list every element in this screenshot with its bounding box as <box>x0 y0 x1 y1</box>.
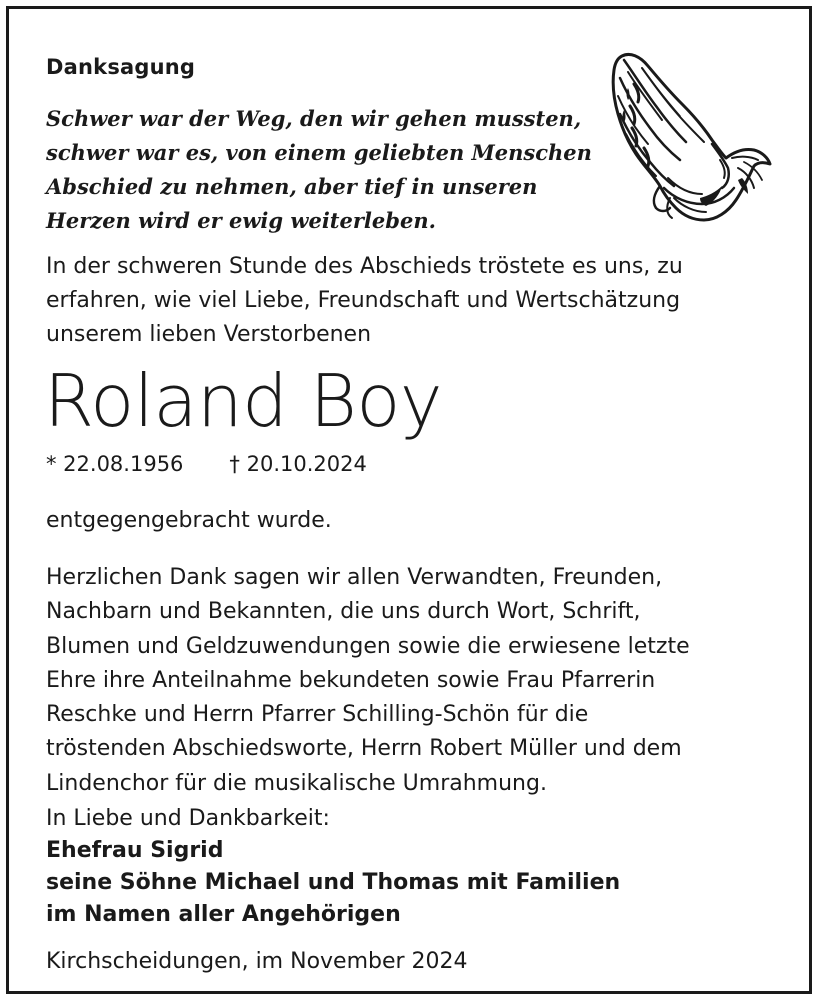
thanks-paragraph <box>46 561 786 801</box>
intro-line: unserem lieben Verstorbenen <box>46 322 372 347</box>
death-date: † 20.10.2024 <box>229 452 367 476</box>
intro-line: In der schweren Stunde des Abschieds tröstete es uns, zu <box>46 254 683 279</box>
notice-heading: Danksagung <box>46 55 196 79</box>
signatory-line: im Namen aller Angehörigen <box>46 902 401 927</box>
verse-line: Abschied zu nehmen, aber tief in unseren <box>46 174 538 199</box>
life-dates <box>46 452 367 476</box>
closing-block <box>46 803 786 931</box>
deceased-name: Roland Boy <box>44 359 442 443</box>
thanks-line: Lindenchor für die musikalische Umrahmung. <box>46 770 547 796</box>
thanks-line: tröstenden Abschiedsworte, Herrn Robert Müller und dem <box>46 736 682 762</box>
verse-line: schwer war es, von einem geliebten Menschen <box>46 140 592 165</box>
thanks-line: Ehre ihre Anteilnahme bekundeten sowie Frau Pfarrerin <box>46 667 656 693</box>
verse-line: Schwer war der Weg, den wir gehen mussten, <box>46 106 582 131</box>
closing-intro: In Liebe und Dankbarkeit: <box>46 806 330 831</box>
memorial-verse <box>46 102 616 238</box>
intro-paragraph <box>46 250 786 352</box>
thanks-line: Nachbarn und Bekannten, die uns durch Wort, Schrift, <box>46 599 641 625</box>
place-date: Kirchscheidungen, im November 2024 <box>46 949 468 974</box>
intro-line: erfahren, wie viel Liebe, Freundschaft und Wertschätzung <box>46 288 681 313</box>
birth-date: * 22.08.1956 <box>46 452 184 476</box>
thanks-line: Herzlichen Dank sagen wir allen Verwandten, Freunden, <box>46 565 663 590</box>
after-name-text: entgegengebracht wurde. <box>46 508 332 533</box>
praying-hands-icon <box>604 48 776 226</box>
signatory-line: seine Söhne Michael und Thomas mit Familien <box>46 870 621 895</box>
signatory-line: Ehefrau Sigrid <box>46 838 224 863</box>
thanks-line: Reschke und Herrn Pfarrer Schilling-Schön für die <box>46 702 589 728</box>
verse-line: Herzen wird er ewig weiterleben. <box>46 208 436 233</box>
thanks-line: Blumen und Geldzuwendungen sowie die erwiesene letzte <box>46 633 690 659</box>
